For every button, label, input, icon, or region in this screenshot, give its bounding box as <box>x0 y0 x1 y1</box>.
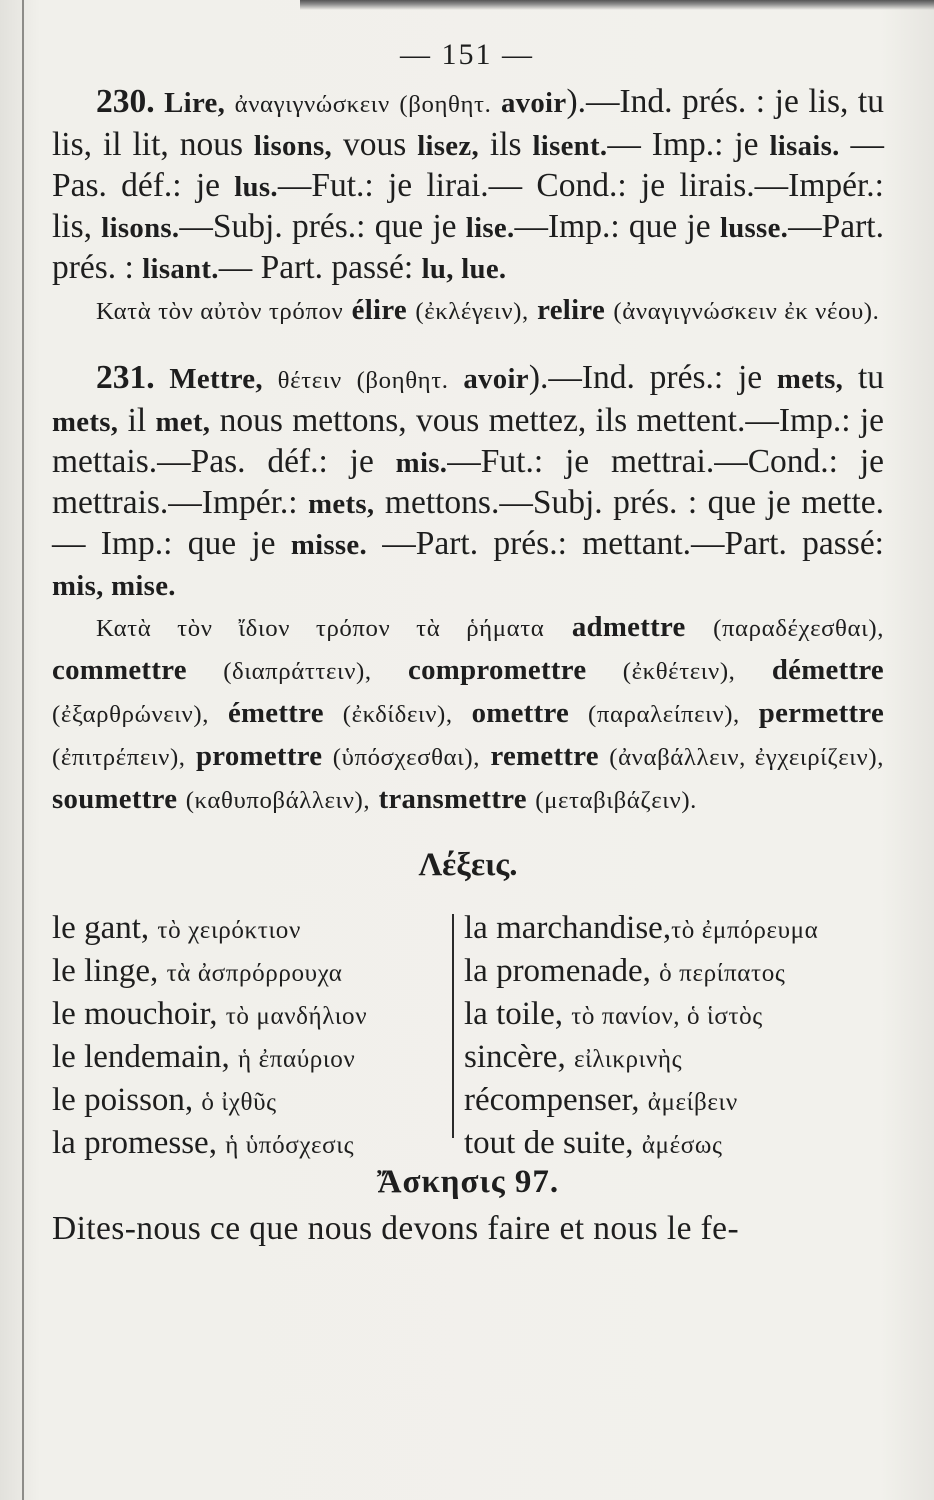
vocab-table <box>52 908 884 1161</box>
section-231-note: Κατὰ τὸν ἴδιον τρόπον τὰ ῥήματα admettre (παραδέχεσθαι), commettre (διαπράττειν), compromettre (ἐκθέτειν), démettre (ἐξαρθρώνειν), émettre (ἐκδίδειν), omettre (παραλείπειν), permettre (ἐπιτρέπειν), promettre (ὑπόσχεσθαι), remettre (ἀναβάλλειν, ἐγχειρίζειν), soumettre (καθυποβάλλειν), transmettre (μεταβιβάζειν). <box>52 611 885 815</box>
vocab-heading: Λέξεις. <box>418 847 518 883</box>
page-binding-edge <box>22 0 24 1500</box>
aux-label: (βοηθητ. <box>356 367 449 394</box>
exercise-title: Ἄσκησις 97. <box>376 1164 560 1200</box>
greek-translation: ἀναγιγνώσκειν <box>234 91 390 118</box>
vocab-column-left <box>52 908 452 1161</box>
section-number: 231. <box>96 359 155 396</box>
section-230: 230. Lire, ἀναγιγνώσκειν (βοηθητ. avoir).—Ind. prés. : je lis, tu lis, il lit, nous lisons, vous lisez, ils lisent.— Imp.: je lisais. — Pas. déf.: je lus.—Fut.: je lirai.— Cond.: je lirais.—Impér.: lis, lisons.—Subj. prés.: que je lise.—Imp.: que je lusse.—Part. prés. : lisant.— Part. passé: lu, lue. <box>52 83 885 286</box>
vocab-entry: la promesse, ἡ ὑπόσχεσις <box>52 1125 355 1161</box>
vocab-entry: la marchandise,τὸ ἐμπόρευμα <box>464 910 819 946</box>
vocab-entry: le poisson, ὁ ἰχθῦς <box>52 1082 277 1118</box>
aux-verb: avoir <box>500 87 567 119</box>
greek-translation: θέτειν <box>277 367 342 394</box>
verb-headword: Mettre, <box>169 363 263 395</box>
note-verb: élire <box>351 294 407 326</box>
section-number: 230. <box>96 83 155 120</box>
page-number: — 151 — <box>400 38 534 71</box>
vocab-divider <box>452 914 454 1138</box>
note-intro: Κατὰ τὸν αὐτὸν τρόπον <box>96 298 344 325</box>
section-230-note: Κατὰ τὸν αὐτὸν τρόπον élire (ἐκλέγειν), relire (ἀναγιγνώσκειν ἐκ νέου). <box>96 294 880 326</box>
section-231: 231. Mettre, θέτειν (βοηθητ. avoir).—Ind. prés.: je mets, tu mets, il met, nous mettons, vous mettez, ils mettent.—Imp.: je mettais.—Pas. déf.: je mis.—Fut.: je mettrai.—Cond.: je mettrais.—Impér.: mets, mettons.—Subj. prés. : que je mette.— Imp.: que je misse. —Part. prés.: mettant.—Part. passé: mis, mise. <box>52 359 885 602</box>
page-top-shadow <box>300 0 934 10</box>
vocab-entry: la promenade, ὁ περίπατος <box>464 953 786 989</box>
note-verb: relire <box>537 294 606 326</box>
vocab-entry: la toile, τὸ πανίον, ὁ ἱστὸς <box>464 996 763 1032</box>
vocab-entry: le lendemain, ἡ ἐπαύριον <box>52 1039 356 1075</box>
vocab-entry: sincère, εἰλικρινὴς <box>464 1039 683 1075</box>
vocab-entry: le mouchoir, τὸ μανδήλιον <box>52 996 368 1032</box>
exercise-text: Dites-nous ce que nous devons faire et nous le fe- <box>52 1210 740 1247</box>
vocab-entry: récompenser, ἀμείβειν <box>464 1082 738 1118</box>
vocab-column-right <box>464 908 884 1161</box>
vocab-entry: tout de suite, ἀμέσως <box>464 1125 723 1161</box>
aux-verb: avoir <box>463 363 529 395</box>
vocab-entry: le linge, τὰ ἀσπρόρρουχα <box>52 953 343 989</box>
verb-headword: Lire, <box>164 87 226 119</box>
aux-label: (βοηθητ. <box>399 91 492 118</box>
note-intro: Κατὰ τὸν ἴδιον τρόπον τὰ ῥήματα <box>96 615 545 642</box>
page-content <box>52 82 884 1249</box>
vocab-entry: le gant, τὸ χειρόκτιον <box>52 910 301 946</box>
